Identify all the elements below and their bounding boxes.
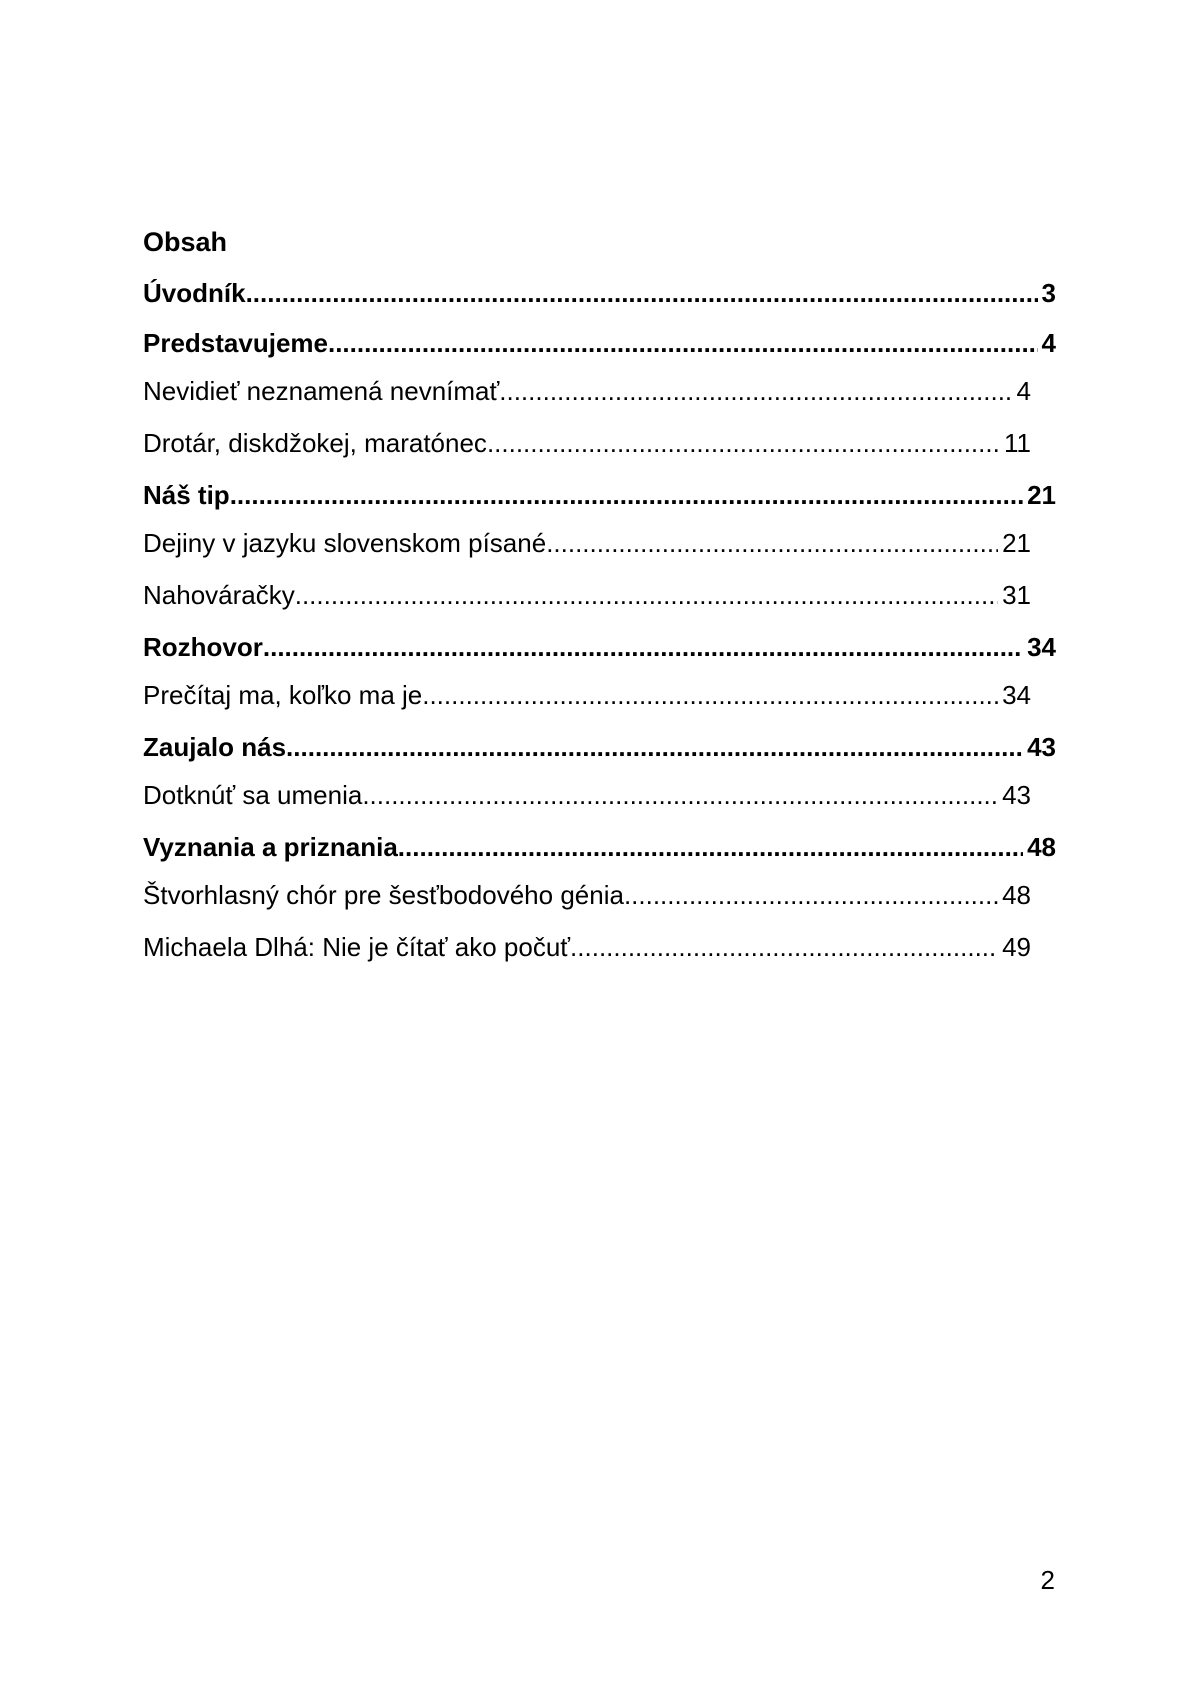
- dot-leader: [286, 732, 1023, 762]
- toc-entry-page: 11: [1000, 428, 1031, 458]
- toc-entry-page: 4: [1038, 328, 1056, 358]
- toc-entry-label: Predstavujeme: [143, 328, 328, 358]
- toc-entry-nevidiet[interactable]: [143, 376, 1031, 406]
- toc-entry-label: Nahováračky: [143, 580, 295, 610]
- toc-entry-page: 4: [1013, 376, 1031, 406]
- dot-leader: [624, 880, 998, 910]
- toc-entry-label: Nevidieť neznamená nevnímať: [143, 376, 500, 406]
- toc-entry-nahovaracky[interactable]: [143, 580, 1031, 610]
- dot-leader: [362, 780, 998, 810]
- toc-entry-label: Vyznania a priznania: [143, 832, 398, 862]
- toc-entry-label: Úvodník: [143, 278, 246, 308]
- toc-entry-label: Drotár, diskdžokej, maratónec: [143, 428, 487, 458]
- toc-entry-page: 34: [998, 680, 1031, 710]
- dot-leader: [295, 580, 998, 610]
- toc-entry-page: 49: [998, 932, 1031, 962]
- toc-entry-label: Rozhovor: [143, 632, 263, 662]
- page-number: 2: [1040, 1565, 1055, 1595]
- toc-entry-predstavujeme[interactable]: [143, 328, 1056, 358]
- toc-entry-page: 48: [998, 880, 1031, 910]
- toc-entry-page: 34: [1023, 632, 1056, 662]
- toc-entry-label: Michaela Dlhá: Nie je čítať ako počuť: [143, 932, 571, 962]
- dot-leader: [328, 328, 1038, 358]
- toc-entry-label: Dejiny v jazyku slovenskom písané: [143, 528, 547, 558]
- toc-entry-label: Dotknúť sa umenia: [143, 780, 363, 810]
- toc-entry-label: Prečítaj ma, koľko ma je: [143, 680, 423, 710]
- dot-leader: [398, 832, 1023, 862]
- dot-leader: [263, 632, 1023, 662]
- toc-entry-page: 21: [1023, 480, 1056, 510]
- toc-entry-nas-tip[interactable]: [143, 480, 1056, 510]
- toc-entry-label: Zaujalo nás: [143, 732, 287, 762]
- toc-entry-stvorhlasny[interactable]: [143, 880, 1031, 910]
- toc-entry-page: 48: [1023, 832, 1056, 862]
- dot-leader: [546, 528, 998, 558]
- dot-leader: [422, 680, 998, 710]
- toc-entry-uvodnik[interactable]: [143, 278, 1056, 308]
- toc-entry-page: 43: [1023, 732, 1056, 762]
- dot-leader: [487, 428, 1000, 458]
- toc-entry-page: 31: [998, 580, 1031, 610]
- toc-entry-vyznania[interactable]: [143, 832, 1056, 862]
- dot-leader: [499, 376, 1012, 406]
- toc-entry-page: 3: [1038, 278, 1056, 308]
- toc-entry-rozhovor[interactable]: [143, 632, 1056, 662]
- toc-entry-zaujalo-nas[interactable]: [143, 732, 1056, 762]
- toc-entry-drotar[interactable]: [143, 428, 1031, 458]
- toc-entry-precitaj[interactable]: [143, 680, 1031, 710]
- toc-entry-page: 21: [998, 528, 1031, 558]
- dot-leader: [230, 480, 1023, 510]
- table-of-contents: [143, 278, 1056, 984]
- toc-entry-dejiny[interactable]: [143, 528, 1031, 558]
- toc-entry-page: 43: [998, 780, 1031, 810]
- toc-entry-dotknut[interactable]: [143, 780, 1031, 810]
- dot-leader: [246, 278, 1038, 308]
- toc-entry-label: Náš tip: [143, 480, 230, 510]
- dot-leader: [570, 932, 998, 962]
- toc-entry-label: Štvorhlasný chór pre šesťbodového génia: [143, 880, 624, 910]
- toc-entry-michaela[interactable]: [143, 932, 1031, 962]
- toc-title: Obsah: [143, 227, 228, 257]
